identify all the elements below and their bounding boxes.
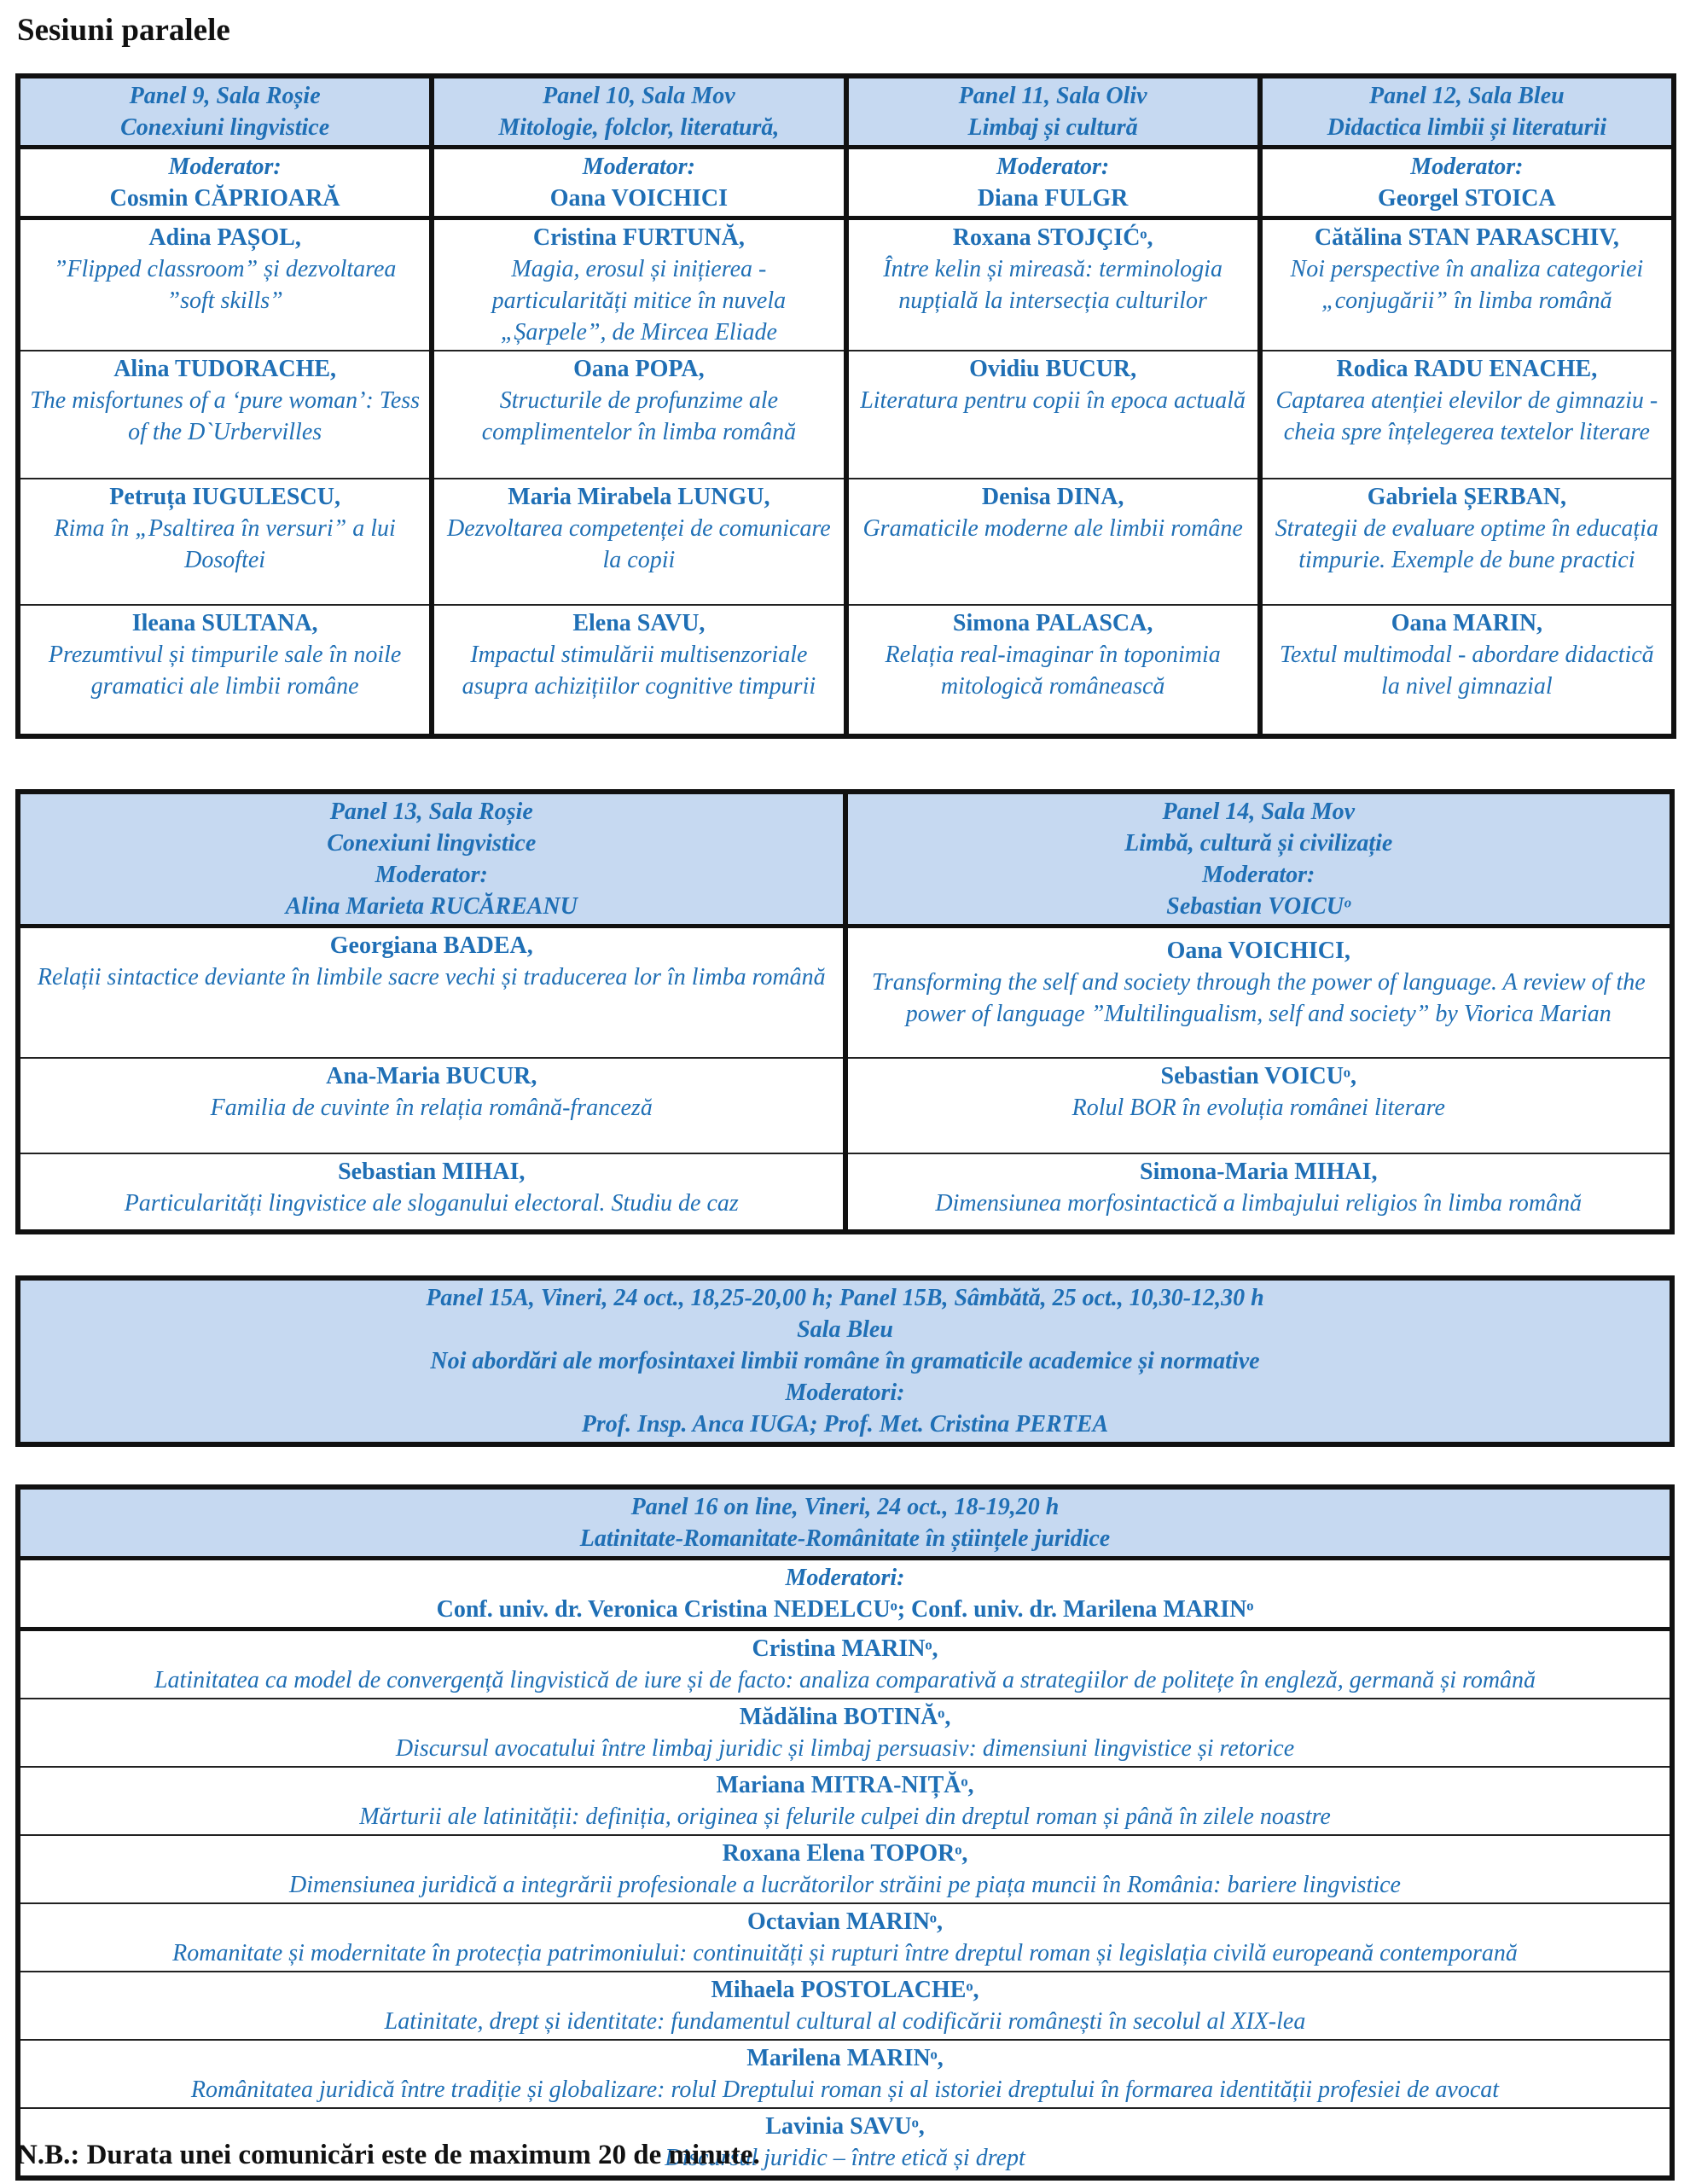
presentation-cell: Sebastian MIHAI, Particularități lingvistice ale sloganului electoral. Studiu de caz <box>18 1153 845 1232</box>
presentation-cell: Ana-Maria BUCUR, Familia de cuvinte în relația română-franceză <box>18 1058 845 1153</box>
presentation-cell: Denisa DINA, Gramaticile moderne ale limbii române <box>846 479 1260 605</box>
panel-11-moderator: Moderator: Diana FULGR <box>846 148 1260 218</box>
page-title: Sesiuni paralele <box>17 13 230 48</box>
panel-14-header: Panel 14, Sala Mov Limbă, cultură și civilizație Moderator: Sebastian VOICUᵒ <box>845 792 1673 926</box>
panel-15-header: Panel 15A, Vineri, 24 oct., 18,25-20,00 h; Panel 15B, Sâmbătă, 25 oct., 10,30-12,30 h Sala Bleu Noi abordări ale morfosintaxei limbii române în gramaticile academice și normative Moderatori: Prof. Insp. Anca IUGA; Prof. Met. Cristina PERTEA <box>18 1278 1672 1444</box>
panel-10-moderator: Moderator: Oana VOICHICI <box>432 148 845 218</box>
presentation-cell: Gabriela ȘERBAN, Strategii de evaluare optime în educația timpurie. Exemple de bune practici <box>1260 479 1674 605</box>
presentation-cell: Oana POPA, Structurile de profunzime ale complimentelor în limba română <box>432 351 845 479</box>
presentation-cell: Mădălina BOTINĂᵒ, Discursul avocatului între limbaj juridic și limbaj persuasiv: dimensiuni lingvistice și retorice <box>18 1699 1672 1767</box>
presentation-cell: Rodica RADU ENACHE, Captarea atenției elevilor de gimnaziu - cheia spre înțelegerea textelor literare <box>1260 351 1674 479</box>
presentation-cell: Cristina FURTUNĂ, Magia, erosul și inițierea - particularități mitice în nuvela „Șarpele”, de Mircea Eliade <box>432 218 845 351</box>
presentation-cell: Ovidiu BUCUR, Literatura pentru copii în epoca actuală <box>846 351 1260 479</box>
presentation-cell: Marilena MARINᵒ, Românitatea juridică între tradiție și globalizare: rolul Dreptului roman și al istoriei dreptului în formarea identității profesiei de avocat <box>18 2040 1672 2108</box>
presentation-cell: Oana VOICHICI, Transforming the self and society through the power of language. A review of the power of language ”Multilingualism, self and society” by Viorica Marian <box>845 926 1673 1058</box>
panels-9-12-table <box>15 73 1676 739</box>
presentation-cell: Georgiana BADEA, Relații sintactice deviante în limbile sacre vechi și traducerea lor în limba română <box>18 926 845 1058</box>
presentation-cell: Sebastian VOICUᵒ, Rolul BOR în evoluția românei literare <box>845 1058 1673 1153</box>
presentation-cell: Alina TUDORACHE, The misfortunes of a ‘pure woman’: Tess of the D`Urbervilles <box>18 351 432 479</box>
presentation-cell: Maria Mirabela LUNGU, Dezvoltarea competenței de comunicare la copii <box>432 479 845 605</box>
presentation-cell: Simona PALASCA, Relația real-imaginar în toponimia mitologică românească <box>846 605 1260 736</box>
panel-16-table <box>15 1484 1675 2181</box>
panel-9-moderator: Moderator: Cosmin CĂPRIOARĂ <box>18 148 432 218</box>
presentation-cell: Lavinia SAVUᵒ, Discursul juridic – între etică și drept <box>18 2108 1672 2178</box>
presentation-cell: Elena SAVU, Impactul stimulării multisenzoriale asupra achizițiilor cognitive timpurii <box>432 605 845 736</box>
panel-9-header: Panel 9, Sala Roșie Conexiuni lingvistice <box>18 76 432 148</box>
panel-16-header: Panel 16 on line, Vineri, 24 oct., 18-19,20 h Latinitate-Romanitate-Românitate în științele juridice <box>18 1487 1672 1559</box>
presentation-cell: Simona-Maria MIHAI, Dimensiunea morfosintactică a limbajului religios în limba română <box>845 1153 1673 1232</box>
presentation-cell: Mariana MITRA-NIȚĂᵒ, Mărturii ale latinității: definiția, originea și felurile culpei din dreptul roman și până în zilele noastre <box>18 1767 1672 1835</box>
presentation-cell: Octavian MARINᵒ, Romanitate și modernitate în protecția patrimoniului: continuități și rupturi între dreptul roman și legislația civilă europeană contemporană <box>18 1903 1672 1972</box>
presentation-cell: Oana MARIN, Textul multimodal - abordare didactică la nivel gimnazial <box>1260 605 1674 736</box>
presentation-cell: Petruța IUGULESCU, Rima în „Psaltirea în versuri” a lui Dosoftei <box>18 479 432 605</box>
panel-12-header: Panel 12, Sala Bleu Didactica limbii și literaturii <box>1260 76 1674 148</box>
presentation-cell: Adina PAȘOL, ”Flipped classroom” și dezvoltarea ”soft skills” <box>18 218 432 351</box>
presentation-cell: Cristina MARINᵒ, Latinitatea ca model de convergență lingvistică de iure și de facto: analiza comparativă a strategiilor de politețe în engleză, germană și română <box>18 1629 1672 1699</box>
presentation-cell: Cătălina STAN PARASCHIV, Noi perspective în analiza categoriei „conjugării” în limba română <box>1260 218 1674 351</box>
panel-12-moderator: Moderator: Georgel STOICA <box>1260 148 1674 218</box>
duration-note: N.B.: Durata unei comunicări este de maximum 20 de minute. <box>17 2140 760 2170</box>
panel-13-header: Panel 13, Sala Roșie Conexiuni lingvistice Moderator: Alina Marieta RUCĂREANU <box>18 792 845 926</box>
panel-16-moderators: Moderatori: Conf. univ. dr. Veronica Cristina NEDELCUᵒ; Conf. univ. dr. Marilena MARINᵒ <box>18 1559 1672 1629</box>
panel-11-header: Panel 11, Sala Oliv Limbaj și cultură <box>846 76 1260 148</box>
presentation-cell: Mihaela POSTOLACHEᵒ, Latinitate, drept și identitate: fundamentul cultural al codificării românești în secolul al XIX-lea <box>18 1972 1672 2040</box>
panel-10-header: Panel 10, Sala Mov Mitologie, folclor, literatură, <box>432 76 845 148</box>
presentation-cell: Roxana STOJÇIĆᵒ, Între kelin și mireasă: terminologia nupțială la intersecția culturilor <box>846 218 1260 351</box>
panels-13-14-table <box>15 789 1675 1234</box>
presentation-cell: Ileana SULTANA, Prezumtivul și timpurile sale în noile gramatici ale limbii române <box>18 605 432 736</box>
panel-15-table <box>15 1275 1675 1447</box>
presentation-cell: Roxana Elena TOPORᵒ, Dimensiunea juridică a integrării profesionale a lucrătorilor străini pe piața muncii în România: bariere lingvistice <box>18 1835 1672 1903</box>
